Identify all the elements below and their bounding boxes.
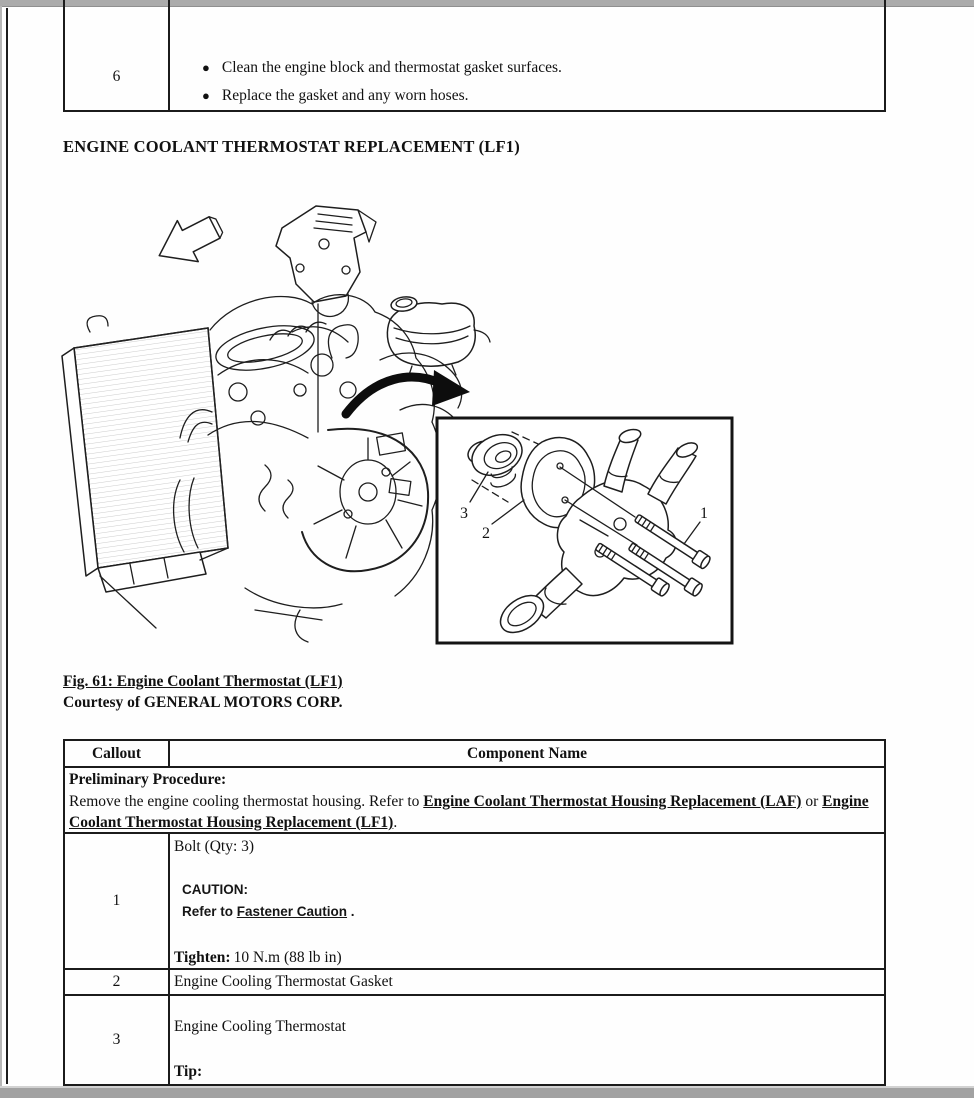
bullet-icon: ●: [202, 60, 210, 75]
engine-figure: [60, 180, 740, 665]
page-left-shadow: [0, 6, 2, 1086]
tighten-label: Tighten:: [174, 949, 231, 966]
tip-label: Tip:: [174, 1063, 203, 1080]
radiator: [62, 316, 228, 628]
callout-1-label: 1: [700, 505, 708, 522]
page-left-border: [6, 8, 8, 1084]
figure-caption-title: Fig. 61: Engine Coolant Thermostat (LF1): [63, 673, 343, 690]
link-fastener-caution[interactable]: Fastener Caution: [236, 904, 348, 919]
preliminary-text-before: Remove the engine cooling thermostat housing. Refer to: [69, 792, 424, 810]
component-name: Engine Cooling Thermostat: [174, 1018, 346, 1035]
step-number: 6: [112, 68, 121, 85]
tighten-line: [174, 947, 876, 968]
refer-text: Refer to: [182, 904, 237, 919]
preliminary-title: Preliminary Procedure:: [69, 771, 227, 788]
remove-direction-arrow-icon: [149, 205, 230, 276]
figure-caption-credit: Courtesy of GENERAL MOTORS CORP.: [63, 694, 343, 711]
callout-2-label: 2: [482, 525, 490, 542]
thermostat-inset: [437, 418, 732, 643]
figure-caption: [63, 671, 343, 713]
table-row: [65, 996, 884, 1084]
preliminary-procedure-cell: [65, 768, 884, 832]
preliminary-procedure-row: [65, 768, 884, 834]
list-item: [202, 86, 874, 106]
preliminary-text: [69, 791, 878, 834]
coolant-reservoir: [387, 295, 490, 378]
section-heading: ENGINE COOLANT THERMOSTAT REPLACEMENT (LF1): [63, 137, 520, 156]
step-number-cell: [65, 0, 170, 110]
component-name: Engine Cooling Thermostat Gasket: [174, 973, 393, 990]
row-callout: 1: [65, 834, 170, 968]
preliminary-text-end: .: [393, 814, 398, 831]
list-item: [202, 58, 874, 78]
row-callout: 3: [65, 996, 170, 1084]
table-row: [65, 834, 884, 970]
detail-arrow-icon: [346, 370, 470, 414]
header-callout: Callout: [65, 741, 170, 766]
header-component-name: Component Name: [466, 744, 588, 762]
step-content-cell: [170, 0, 884, 110]
bullet-text: Clean the engine block and thermostat gasket surfaces.: [221, 59, 562, 76]
preliminary-text-or: or: [801, 792, 823, 810]
table-header-row: [65, 741, 884, 768]
transmission-bell: [302, 429, 428, 572]
caution-label: CAUTION:: [182, 882, 248, 897]
row-component-cell: [170, 996, 884, 1084]
row-callout: 2: [65, 970, 170, 994]
row-component-cell: [170, 834, 884, 968]
bullet-icon: ●: [202, 88, 210, 103]
refer-end: .: [347, 904, 355, 919]
table-row: [65, 970, 884, 996]
component-table: [63, 739, 886, 1086]
bullet-text: Replace the gasket and any worn hoses.: [221, 87, 469, 104]
callout-3-label: 3: [460, 505, 468, 522]
tighten-value: 10 N.m (88 lb in): [233, 949, 342, 966]
link-replacement-laf[interactable]: Engine Coolant Thermostat Housing Replacement (LAF): [423, 792, 802, 810]
caution-refer-line: [182, 901, 876, 923]
procedure-step-table: [63, 0, 886, 112]
component-name: Bolt (Qty: 3): [174, 838, 255, 855]
caution-block: [182, 879, 876, 923]
link-replacement-lf1[interactable]: Engine Coolant Thermostat Housing Replacement (LF1): [69, 792, 869, 831]
viewer-bottom-bar: [0, 1086, 974, 1098]
